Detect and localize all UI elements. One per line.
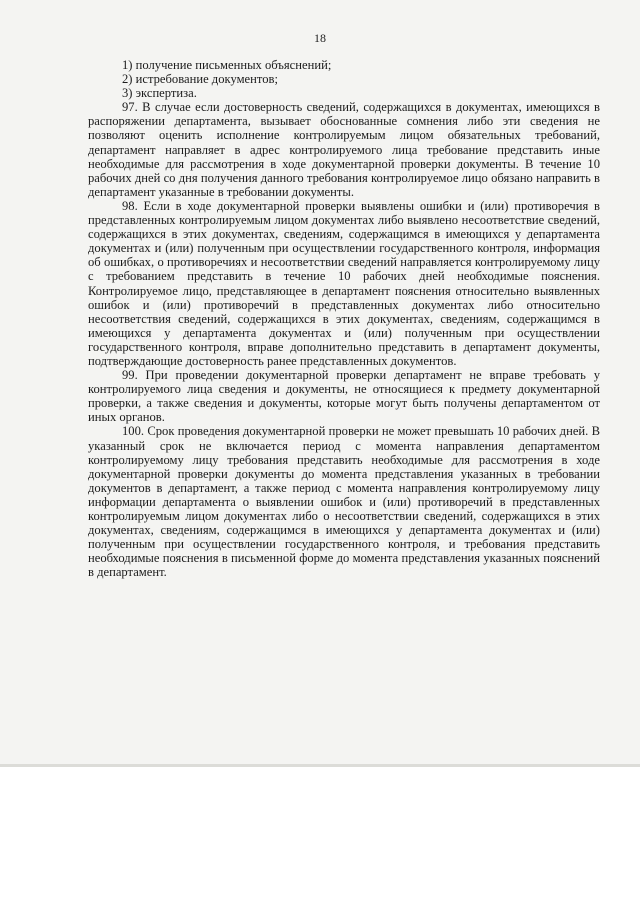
- paragraph-99: 99. При проведении документарной проверки департамент не вправе требовать у контролируемого лица сведения и документы, не относящиеся к предмету документарной проверки, а также сведения и документы, которые могут быть получены департаментом от иных органов.: [88, 368, 600, 425]
- paragraph-100: 100. Срок проведения документарной проверки не может превышать 10 рабочих дней. В указанный срок не включается период с момента направления департаментом контролируемому лицу требования представить необходимые для рассмотрения в ходе документарной проверки документы до момента представления указанных в требовании документов в департамент, а также период с момента направления контролируемому лицу информации департамента о выявлении ошибок и (или) противоречий в представленных контролируемым лицом документах либо о несоответствии сведений, содержащихся в этих документах, сведениям, содержащимся в имеющихся у департамента документах и (или) полученным при осуществлении государственного контроля, и требования представить необходимые пояснения в письменной форме до момента представления указанных пояснений в департамент.: [88, 424, 600, 580]
- blank-margin: [0, 767, 640, 905]
- list-item-3: 3) экспертиза.: [122, 86, 197, 101]
- page-number: 18: [314, 31, 326, 45]
- paragraph-98: 98. Если в ходе документарной проверки выявлены ошибки и (или) противоречия в представленных контролируемым лицом документах либо выявлено несоответствие сведений, содержащихся в этих документах, сведениям, содержащимся в имеющихся у департамента документах и (или) полученным при осуществлении государственного контроля, информация об ошибках, о противоречиях и несоответствии сведений направляется контролируемому лицу с требованием представить в течение 10 рабочих дней необходимые пояснения. Контролируемое лицо, представляющее в департамент пояснения относительно выявленных ошибок и (или) противоречий в представленных документах либо относительно несоответствия сведений, содержащихся в этих документах, сведениям, содержащимся в имеющихся у департамента документах и (или) полученным при осуществлении государственного контроля, вправе дополнительно представить в департамент документы, подтверждающие достоверность ранее представленных документов.: [88, 198, 600, 368]
- list-item-2: 2) истребование документов;: [122, 72, 278, 87]
- paragraph-97: 97. В случае если достоверность сведений, содержащихся в документах, имеющихся в распоряжении департамента, вызывает обоснованные сомнения либо эти сведения не позволяют оценить исполнение контролируемым лицом обязательных требований, департамент направляет в адрес контролируемого лица требование представить иные необходимые для рассмотрения в ходе документарной проверки документы. В течение 10 рабочих дней со дня получения данного требования контролируемое лицо обязано направить в департамент указанные в требовании документы.: [88, 100, 600, 199]
- list-item-1: 1) получение письменных объяснений;: [122, 58, 332, 72]
- document-body: [88, 58, 600, 579]
